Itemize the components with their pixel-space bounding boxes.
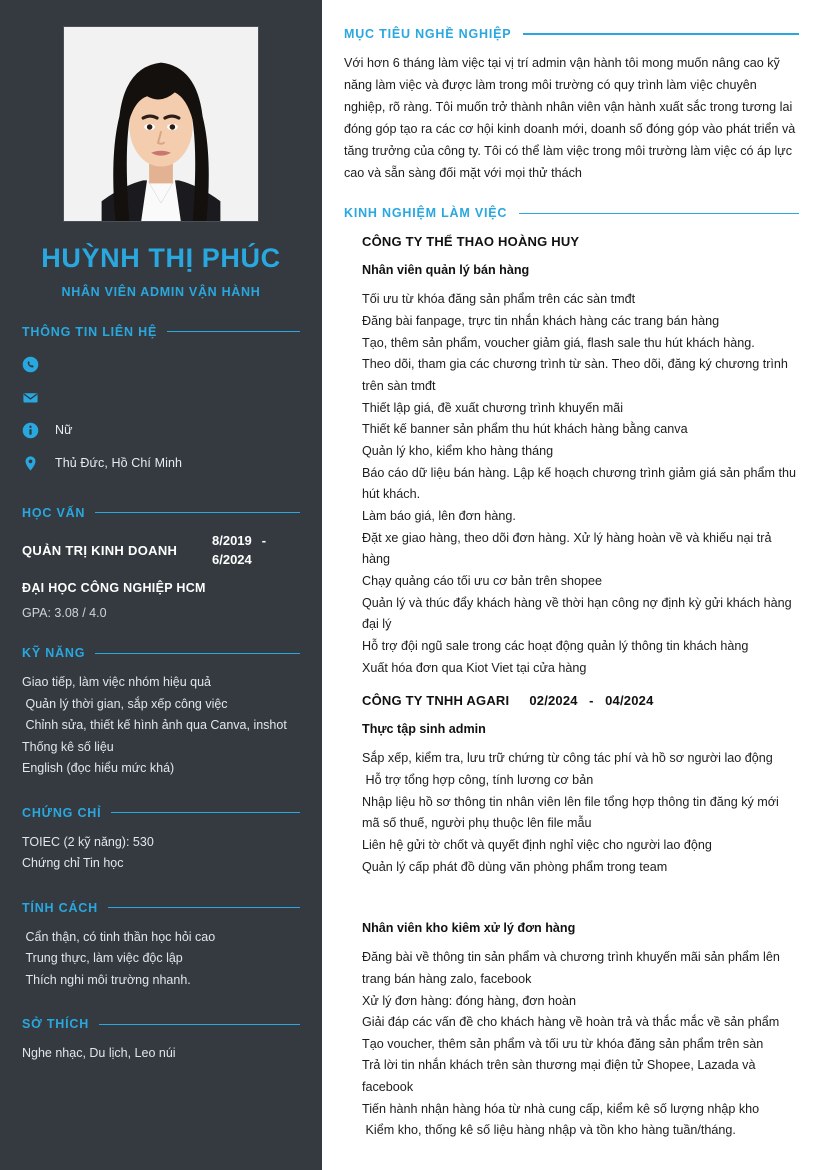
duty-item: Tạo voucher, thêm sản phẩm và tối ưu từ khóa đăng sản phẩm trên sàn bbox=[362, 1036, 764, 1051]
list-item: Quản lý thời gian, sắp xếp công việc bbox=[22, 696, 228, 711]
divider bbox=[523, 33, 799, 35]
duty-item: Xuất hóa đơn qua Kiot Viet tại cửa hàng bbox=[362, 660, 587, 675]
experience-company: CÔNG TY THỂ THAO HOÀNG HUY bbox=[362, 234, 580, 250]
section-header-experience bbox=[344, 206, 799, 220]
sidebar bbox=[0, 0, 322, 1170]
certificates-heading: CHỨNG CHỈ bbox=[22, 805, 102, 820]
email-icon bbox=[22, 389, 39, 406]
duty-item: Hỗ trợ đội ngũ sale trong các hoạt động quản lý thông tin khách hàng bbox=[362, 638, 749, 653]
list-item: Chứng chỉ Tin học bbox=[22, 856, 124, 871]
list-item: Nghe nhạc, Du lịch, Leo núi bbox=[22, 1046, 176, 1061]
duty-item: Đăng bài fanpage, trực tin nhắn khách hàng các trang bán hàng bbox=[362, 314, 720, 329]
experience-entry bbox=[344, 892, 799, 1142]
divider bbox=[95, 653, 300, 654]
divider bbox=[99, 1024, 300, 1025]
duty-item: Quản lý cấp phát đồ dùng văn phòng phẩm trong team bbox=[362, 859, 668, 874]
education-date-separator: - bbox=[261, 532, 267, 548]
education-date-end: 6/2024 bbox=[212, 551, 252, 567]
experience-list bbox=[344, 234, 799, 1142]
profile-photo-image bbox=[64, 27, 258, 221]
list-item: Trung thực, làm việc độc lập bbox=[22, 951, 183, 966]
experience-company-row bbox=[344, 234, 799, 249]
list-item: Thích nghi môi trường nhanh. bbox=[22, 972, 191, 987]
duty-item: Tiến hành nhận hàng hóa từ nhà cung cấp, kiểm kê số lượng nhập kho bbox=[362, 1101, 760, 1116]
experience-entry bbox=[344, 234, 799, 679]
hobbies-heading: SỞ THÍCH bbox=[22, 1017, 90, 1032]
certificates-list bbox=[22, 832, 300, 875]
duty-item: Đặt xe giao hàng, theo dõi đơn hàng. Xử lý hàng hoàn về và khiếu nại trả hàng bbox=[362, 530, 775, 567]
personality-list bbox=[22, 927, 300, 992]
experience-period: 02/2024 - 04/2024 bbox=[529, 693, 654, 709]
duty-item: Theo dõi, tham gia các chương trình từ sàn. Theo dõi, đăng ký chương trình trên sàn tmđt bbox=[362, 357, 792, 394]
divider bbox=[108, 907, 300, 908]
contact-list bbox=[22, 348, 300, 480]
contact-row-email bbox=[22, 381, 300, 414]
education-heading: HỌC VẤN bbox=[22, 505, 86, 520]
section-header-certificates bbox=[22, 806, 300, 820]
duty-item: Thiết lập giá, đề xuất chương trình khuyến mãi bbox=[362, 400, 624, 415]
duty-item: Hỗ trợ tổng hợp công, tính lương cơ bản bbox=[362, 772, 594, 787]
list-item: Giao tiếp, làm việc nhóm hiệu quả bbox=[22, 675, 211, 690]
info-icon bbox=[22, 422, 39, 439]
duty-item: Tạo, thêm sản phẩm, voucher giảm giá, flash sale thu hút khách hàng. bbox=[362, 335, 755, 350]
profile-photo bbox=[63, 26, 259, 222]
duty-item: Thiết kế banner sản phẩm thu hút khách hàng bằng canva bbox=[362, 422, 688, 437]
contact-value-gender: Nữ bbox=[55, 423, 73, 438]
personality-heading: TÍNH CÁCH bbox=[22, 900, 98, 915]
duty-item: Quản lý và thúc đẩy khách hàng về thời hạn công nợ định kỳ gửi khách hàng đại lý bbox=[362, 595, 796, 632]
contact-heading: THÔNG TIN LIÊN HỆ bbox=[22, 324, 158, 339]
divider bbox=[111, 812, 300, 813]
experience-role: Nhân viên kho kiêm xử lý đơn hàng bbox=[362, 921, 576, 936]
contact-row-gender bbox=[22, 414, 300, 447]
duty-item: Nhập liệu hồ sơ thông tin nhân viên lên file tổng hợp thông tin đăng ký mới mã số thuế, người phụ thuộc lên file mẫu bbox=[362, 794, 783, 831]
list-item: Cẩn thận, có tinh thần học hỏi cao bbox=[22, 929, 216, 944]
experience-period bbox=[599, 234, 603, 249]
profile-job-title: NHÂN VIÊN ADMIN VẬN HÀNH bbox=[61, 284, 261, 299]
experience-role: Nhân viên quản lý bán hàng bbox=[362, 263, 530, 278]
experience-duties bbox=[344, 289, 799, 679]
duty-item: Quản lý kho, kiểm kho hàng tháng bbox=[362, 444, 554, 459]
section-header-personality bbox=[22, 901, 300, 915]
list-item: TOIEC (2 kỹ năng): 530 bbox=[22, 834, 154, 849]
duty-item: Làm báo giá, lên đơn hàng. bbox=[362, 509, 516, 523]
education-dates bbox=[212, 532, 300, 570]
duty-item: Báo cáo dữ liệu bán hàng. Lập kế hoạch chương trình giảm giá sản phẩm thu hút khách. bbox=[362, 465, 800, 502]
duty-item: Đăng bài về thông tin sản phẩm và chương trình khuyến mãi sản phẩm lên trang bán hàng zalo, facebook bbox=[362, 950, 784, 986]
section-header-objective bbox=[344, 27, 799, 41]
duty-item: Tối ưu từ khóa đăng sản phẩm trên các sàn tmđt bbox=[362, 292, 636, 307]
skills-list bbox=[22, 672, 300, 780]
education-school: ĐẠI HỌC CÔNG NGHIỆP HCM bbox=[22, 581, 206, 596]
divider bbox=[167, 331, 300, 332]
section-header-contact bbox=[22, 325, 300, 339]
objective-heading: MỤC TIÊU NGHỀ NGHIỆP bbox=[344, 27, 512, 41]
contact-row-phone bbox=[22, 348, 300, 381]
experience-company-row bbox=[344, 892, 799, 907]
main-content bbox=[322, 0, 827, 1170]
experience-entry bbox=[344, 693, 799, 878]
experience-heading: KINH NGHIỆM LÀM VIỆC bbox=[344, 206, 508, 221]
duty-item: Kiểm kho, thống kê số liệu hàng nhập và tồn kho hàng tuần/tháng. bbox=[362, 1123, 736, 1138]
divider bbox=[519, 213, 799, 215]
contact-value-address: Thủ Đức, Hồ Chí Minh bbox=[55, 456, 183, 471]
page-title: HUỲNH THỊ PHÚC bbox=[41, 243, 281, 273]
contact-row-address bbox=[22, 447, 300, 480]
section-header-skills bbox=[22, 646, 300, 660]
experience-period bbox=[382, 892, 386, 907]
list-item: Chỉnh sửa, thiết kế hình ảnh qua Canva, inshot bbox=[22, 718, 287, 733]
education-entry bbox=[22, 532, 300, 570]
divider bbox=[95, 512, 300, 513]
location-icon bbox=[22, 455, 39, 472]
section-header-education bbox=[22, 506, 300, 520]
experience-duties bbox=[344, 947, 799, 1142]
duty-item: Liên hệ gửi tờ chốt và quyết định nghỉ việc cho người lao động bbox=[362, 837, 712, 852]
list-item: Thống kê số liệu bbox=[22, 739, 114, 754]
duty-item: Giải đáp các vấn đề cho khách hàng về hoàn trả và thắc mắc về sản phẩm bbox=[362, 1015, 780, 1030]
education-date-start: 8/2019 bbox=[212, 532, 252, 548]
hobbies-list bbox=[22, 1043, 300, 1065]
education-major: QUẢN TRỊ KINH DOANH bbox=[22, 543, 178, 559]
experience-duties bbox=[344, 748, 799, 878]
duty-item: Chạy quảng cáo tối ưu cơ bản trên shopee bbox=[362, 573, 603, 588]
section-header-hobbies bbox=[22, 1017, 300, 1031]
list-item: English (đọc hiểu mức khá) bbox=[22, 761, 175, 776]
education-gpa: GPA: 3.08 / 4.0 bbox=[22, 606, 107, 621]
duty-item: Xử lý đơn hàng: đóng hàng, đơn hoàn bbox=[362, 993, 577, 1008]
objective-text: Với hơn 6 tháng làm việc tại vị trí admin vận hành tôi mong muốn nâng cao kỹ năng làm việc và được làm trong môi trường có quy trình làm việc chuyên nghiệp, rõ ràng. Tôi muốn trở thành nhân viên vận hành xuất sắc trong tương lai đóng góp tạo ra các cơ hội kinh doanh mới, doanh số đóng góp vào phát triển và tăng trưởng của công ty. Tôi có thể làm việc trong môi trường làm việc có áp lực cao và sẵn sàng đối mặt với mọi thử thách bbox=[344, 56, 796, 180]
phone-icon bbox=[22, 356, 39, 373]
duty-item: Trả lời tin nhắn khách trên sàn thương mại điện tử Shopee, Lazada và facebook bbox=[362, 1058, 759, 1095]
experience-company: CÔNG TY TNHH AGARI bbox=[362, 693, 510, 709]
experience-company-row bbox=[344, 693, 799, 708]
experience-role: Thực tập sinh admin bbox=[362, 722, 486, 737]
skills-heading: KỸ NĂNG bbox=[22, 646, 86, 661]
duty-item: Sắp xếp, kiểm tra, lưu trữ chứng từ công tác phí và hồ sơ người lao động bbox=[362, 751, 773, 766]
